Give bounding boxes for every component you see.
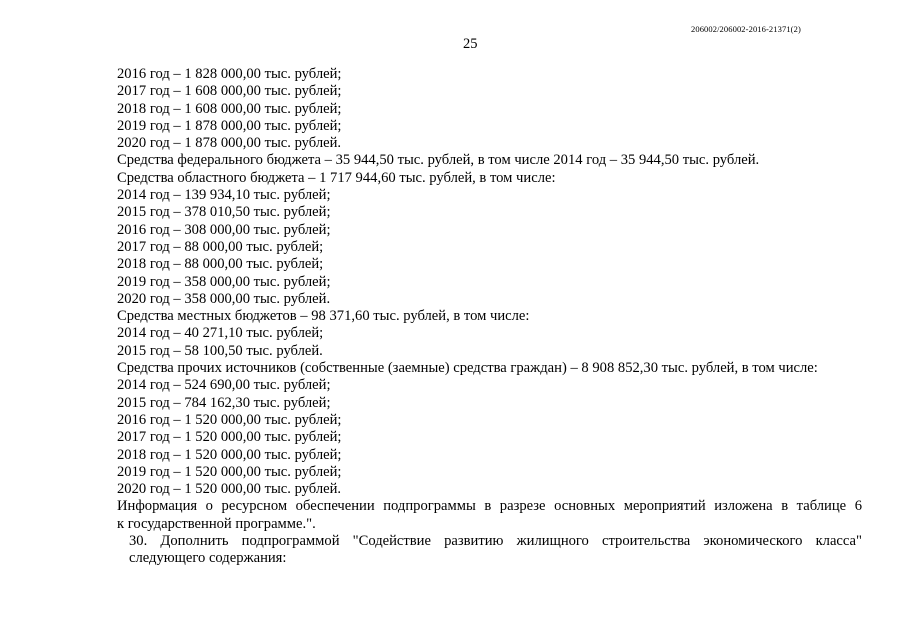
text-line: 2014 год – 139 934,10 тыс. рублей; (117, 187, 331, 204)
text-line: 2016 год – 1 828 000,00 тыс. рублей; (117, 66, 342, 82)
text-line: 2020 год – 358 000,00 тыс. рублей. (117, 290, 331, 307)
info-paragraph-line: к государственной программе.". (117, 515, 316, 532)
text-line: 2016 год – 308 000,00 тыс. рублей; (117, 221, 331, 238)
text-line: 2018 год – 1 520 000,00 тыс. рублей; (117, 446, 342, 463)
text-line: 2019 год – 358 000,00 тыс. рублей; (117, 273, 331, 290)
text-line: 2014 год – 524 690,00 тыс. рублей; (117, 377, 331, 394)
page-number: 25 (463, 36, 478, 52)
info-paragraph-line: Информация о ресурсном обеспечении подпрограммы в разрезе основных мероприятий изложена в таблице 6 (117, 498, 862, 515)
other-sources-line: Средства прочих источников (собственные (заемные) средства граждан) – 8 908 852,30 тыс. рублей, в том числе: (117, 360, 818, 377)
text-line: 2019 год – 1 878 000,00 тыс. рублей; (117, 117, 342, 134)
text-line: 2014 год – 40 271,10 тыс. рублей; (117, 325, 324, 342)
text-line: 2015 год – 784 162,30 тыс. рублей; (117, 394, 331, 411)
federal-budget-line: Средства федерального бюджета – 35 944,50 тыс. рублей, в том числе 2014 год – 35 944,50 тыс. рублей. (117, 152, 760, 169)
text-line: 2015 год – 378 010,50 тыс. рублей; (117, 204, 331, 221)
info-paragraph (100, 498, 862, 533)
text-line: 2017 год – 1 608 000,00 тыс. рублей; (117, 83, 342, 100)
text-line: 2020 год – 1 520 000,00 тыс. рублей. (117, 481, 342, 498)
text-line: 2019 год – 1 520 000,00 тыс. рублей; (117, 463, 342, 480)
text-line: 2017 год – 88 000,00 тыс. рублей; (117, 238, 324, 255)
text-line: 2018 год – 1 608 000,00 тыс. рублей; (117, 100, 342, 117)
regional-budget-line: Средства областного бюджета – 1 717 944,60 тыс. рублей, в том числе: (117, 169, 556, 186)
text-line: 2017 год – 1 520 000,00 тыс. рублей; (117, 429, 342, 446)
item-30-paragraph (100, 533, 862, 568)
item-30-line: 30. Дополнить подпрограммой "Содействие развитию жилищного строительства экономического класса" (129, 533, 862, 550)
text-line: 2020 год – 1 878 000,00 тыс. рублей. (117, 135, 342, 152)
item-30-line: следующего содержания: (129, 550, 287, 567)
text-line: 2016 год – 1 520 000,00 тыс. рублей; (117, 411, 342, 428)
text-line: 2018 год – 88 000,00 тыс. рублей; (117, 256, 324, 273)
document-body (117, 66, 862, 568)
document-id: 206002/206002-2016-21371(2) (691, 24, 801, 34)
local-budget-line: Средства местных бюджетов – 98 371,60 тыс. рублей, в том числе: (117, 308, 530, 325)
text-line: 2015 год – 58 100,50 тыс. рублей. (117, 342, 323, 359)
